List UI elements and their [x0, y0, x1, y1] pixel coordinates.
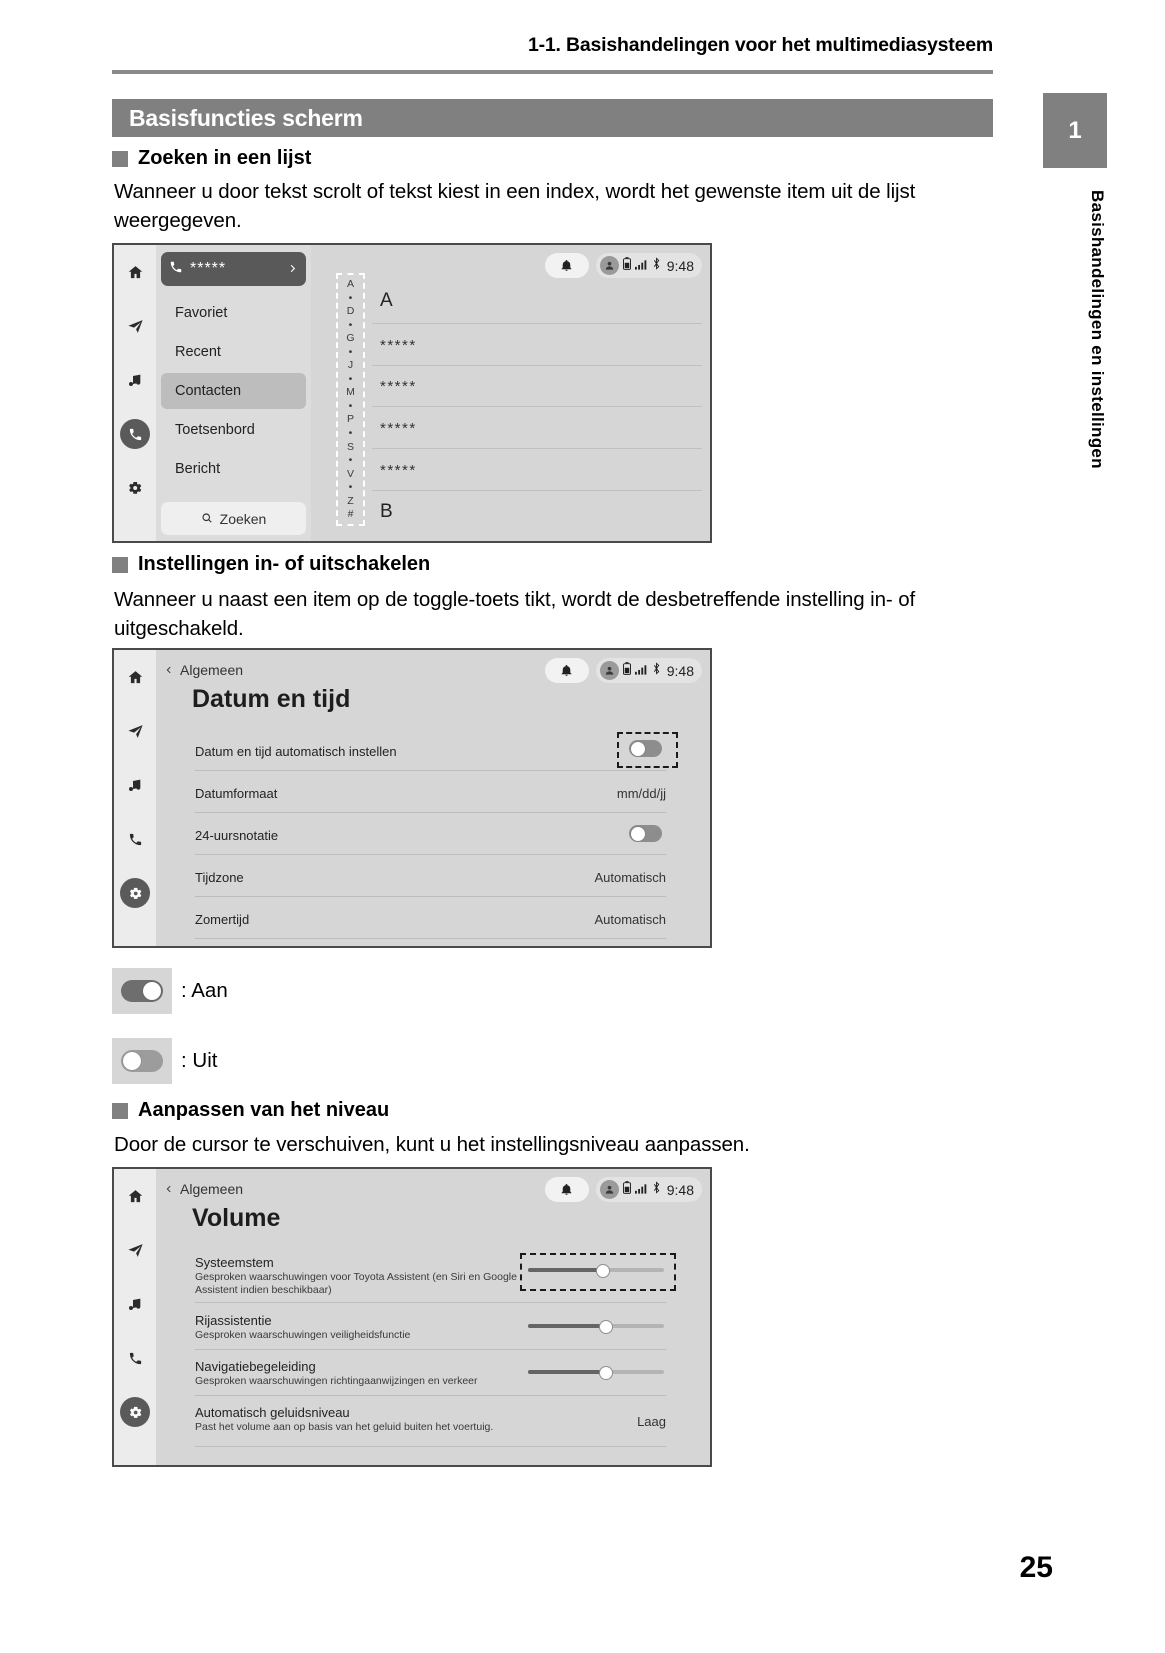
setting-row-sublabel: Gesproken waarschuwingen voor Toyota Assistent (en Siri en Google Assistent indien beschikbaar) — [195, 1271, 517, 1296]
battery-icon — [623, 662, 631, 680]
contact-group-header: B — [380, 501, 393, 522]
side-rail[interactable] — [114, 1169, 156, 1465]
screenshot-volume — [112, 1167, 712, 1467]
phone-icon — [169, 260, 183, 278]
slider-fill — [528, 1268, 603, 1272]
divider — [195, 1302, 666, 1303]
toggle-off-swatch — [112, 1038, 172, 1084]
page-number: 25 — [1019, 1551, 1053, 1584]
legend-on-label: : Aan — [181, 979, 228, 1002]
index-letter[interactable]: M — [346, 386, 355, 399]
index-letter[interactable]: V — [346, 467, 354, 480]
phone-icon[interactable] — [114, 1331, 156, 1385]
setting-row-sublabel: Gesproken waarschuwingen richtingaanwijzingen en verkeer — [195, 1375, 478, 1387]
page-title: Datum en tijd — [192, 685, 351, 713]
index-letter[interactable]: • — [348, 345, 353, 358]
index-letter[interactable]: D — [346, 305, 355, 318]
index-letter[interactable]: A — [346, 278, 354, 290]
notification-bell-button[interactable] — [545, 658, 589, 683]
body-text-1: Wanneer u door tekst scrolt of tekst kiest in een index, wordt het gewenste item uit de lijst weergegeven. — [114, 180, 916, 232]
setting-row-label: Automatisch geluidsniveau — [195, 1405, 350, 1420]
settings-icon[interactable] — [114, 866, 156, 920]
bullet-square-icon — [112, 1103, 128, 1119]
slider-fill — [528, 1370, 606, 1374]
index-letter[interactable]: • — [348, 454, 353, 467]
setting-row-value[interactable]: Laag — [637, 1414, 666, 1429]
divider — [195, 1446, 666, 1447]
signal-icon — [635, 1181, 648, 1199]
screenshot-contacts — [112, 243, 712, 543]
navigation-icon[interactable] — [114, 299, 156, 353]
divider — [195, 854, 666, 855]
subheading-1-label: Zoeken in een lijst — [138, 147, 312, 169]
home-icon[interactable] — [114, 1169, 156, 1223]
subheading-1 — [112, 147, 311, 170]
toggle-on-icon — [121, 980, 163, 1002]
bluetooth-icon — [652, 1181, 661, 1199]
contact-group-header: A — [380, 290, 393, 311]
bullet-square-icon — [112, 151, 128, 167]
running-head: 1-1. Basishandelingen voor het multimediasysteem — [527, 34, 993, 56]
divider — [195, 1349, 666, 1350]
section-banner: Basisfuncties scherm — [112, 99, 993, 137]
back-button[interactable] — [164, 1181, 243, 1197]
contact-row[interactable]: ***** — [380, 378, 417, 395]
status-bar — [545, 658, 702, 683]
divider — [195, 896, 666, 897]
divider — [372, 448, 702, 449]
status-bar — [545, 1177, 702, 1202]
bluetooth-icon — [652, 257, 661, 275]
index-letter[interactable]: S — [346, 440, 354, 453]
setting-row-value[interactable]: Automatisch — [594, 912, 666, 927]
phone-icon[interactable] — [114, 812, 156, 866]
slider-systeemstem[interactable] — [528, 1263, 664, 1277]
screenshot-datetime — [112, 648, 712, 948]
slider-thumb[interactable] — [599, 1320, 613, 1334]
bullet-square-icon — [112, 557, 128, 573]
setting-row-value[interactable]: Automatisch — [594, 870, 666, 885]
index-letter[interactable]: • — [348, 291, 353, 304]
clock: 9:48 — [666, 257, 694, 274]
setting-row-label: Navigatiebegeleiding — [195, 1359, 316, 1374]
chevron-left-icon — [164, 1181, 174, 1197]
list-item[interactable] — [161, 334, 306, 370]
toggle-auto-datetime[interactable] — [629, 740, 662, 757]
status-bar — [545, 253, 702, 278]
subheading-3 — [112, 1099, 389, 1122]
index-letter[interactable]: # — [347, 508, 354, 521]
list-item[interactable] — [161, 412, 306, 448]
side-rail[interactable] — [114, 245, 156, 541]
legend-on — [112, 968, 228, 1014]
back-button[interactable] — [164, 662, 243, 678]
search-icon — [201, 511, 213, 527]
toggle-on-swatch — [112, 968, 172, 1014]
home-icon[interactable] — [114, 245, 156, 299]
subheading-2 — [112, 553, 430, 576]
chevron-left-icon — [164, 662, 174, 678]
index-letter[interactable]: • — [348, 399, 353, 412]
legend-off-label: : Uit — [181, 1049, 218, 1072]
header-rule — [112, 70, 993, 74]
setting-row-sublabel: Past het volume aan op basis van het geluid buiten het voertuig. — [195, 1421, 494, 1433]
divider — [372, 490, 702, 491]
media-icon[interactable] — [114, 353, 156, 407]
setting-row-value[interactable]: mm/dd/jj — [616, 786, 666, 801]
slider-fill — [528, 1324, 606, 1328]
toggle-knob — [143, 982, 161, 1000]
signal-icon — [635, 257, 648, 275]
list-item[interactable] — [161, 295, 306, 331]
setting-row-label: Rijassistentie — [195, 1313, 272, 1328]
setting-row-label: Datumformaat — [195, 786, 278, 801]
setting-row-sublabel: Gesproken waarschuwingen veiligheidsfunctie — [195, 1329, 411, 1341]
toggle-knob — [631, 742, 645, 756]
side-rail[interactable] — [114, 650, 156, 946]
system-status-pill[interactable] — [596, 1177, 702, 1202]
search-button-label: Zoeken — [219, 510, 267, 527]
account-icon — [600, 661, 619, 680]
index-letter[interactable]: • — [348, 372, 353, 385]
settings-icon-active-bubble — [120, 878, 150, 908]
setting-row-label: Systeemstem — [195, 1255, 274, 1270]
clock: 9:48 — [666, 662, 694, 679]
divider — [372, 365, 702, 366]
slider-navigatiebegeleiding[interactable] — [528, 1365, 664, 1379]
system-status-pill[interactable] — [596, 253, 702, 278]
subheading-2-label: Instellingen in- of uitschakelen — [138, 553, 431, 575]
settings-icon[interactable] — [114, 1385, 156, 1439]
setting-row-label: Tijdzone — [195, 870, 244, 885]
setting-row-label: 24-uursnotatie — [195, 828, 279, 843]
body-text-2: Wanneer u naast een item op de toggle-toets tikt, wordt de desbetreffende instelling in- of uitgeschakeld. — [114, 588, 916, 640]
setting-row-label: Datum en tijd automatisch instellen — [195, 744, 397, 759]
list-item[interactable] — [161, 373, 306, 409]
toggle-knob — [631, 827, 645, 841]
system-status-pill[interactable] — [596, 658, 702, 683]
divider — [195, 1395, 666, 1396]
index-letter[interactable]: • — [348, 318, 353, 331]
slider-rijassistentie[interactable] — [528, 1319, 664, 1333]
search-button[interactable] — [161, 502, 306, 535]
index-letter[interactable]: • — [348, 427, 353, 440]
body-text-3: Door de cursor te verschuiven, kunt u het instellingsniveau aanpassen. — [114, 1133, 750, 1156]
page-title: Volume — [192, 1204, 281, 1232]
setting-row-label: Zomertijd — [195, 912, 250, 927]
divider — [372, 323, 702, 324]
index-letter[interactable]: • — [348, 481, 353, 494]
index-letter[interactable]: Z — [347, 494, 354, 507]
list-item-label: Toetsenbord — [175, 422, 255, 438]
divider — [195, 938, 666, 939]
index-letter[interactable]: J — [347, 359, 354, 372]
toggle-off-icon — [121, 1050, 163, 1072]
index-letter[interactable]: G — [346, 332, 355, 345]
clock: 9:48 — [666, 1181, 694, 1198]
back-button-label: Algemeen — [180, 662, 244, 678]
home-icon[interactable] — [114, 650, 156, 704]
subheading-3-label: Aanpassen van het niveau — [138, 1099, 390, 1121]
notification-bell-button[interactable] — [545, 253, 589, 278]
slider-thumb[interactable] — [599, 1366, 613, 1380]
navigation-icon[interactable] — [114, 1223, 156, 1277]
phone-account-header[interactable] — [161, 252, 306, 286]
list-item-label: Favoriet — [175, 305, 228, 321]
divider — [195, 770, 666, 771]
list-item-label: Recent — [175, 344, 221, 360]
settings-icon-active-bubble — [120, 1397, 150, 1427]
notification-bell-button[interactable] — [545, 1177, 589, 1202]
toggle-knob — [123, 1052, 141, 1070]
contact-row[interactable]: ***** — [380, 420, 417, 437]
battery-icon — [623, 257, 631, 275]
back-button-label: Algemeen — [180, 1181, 244, 1197]
contact-row[interactable]: ***** — [380, 462, 417, 479]
settings-icon[interactable] — [114, 461, 156, 515]
divider — [372, 406, 702, 407]
account-icon — [600, 1180, 619, 1199]
toggle-24h[interactable] — [629, 825, 662, 842]
media-icon[interactable] — [114, 1277, 156, 1331]
list-item[interactable] — [161, 451, 306, 487]
phone-icon-active-bubble — [120, 419, 150, 449]
navigation-icon[interactable] — [114, 704, 156, 758]
bluetooth-icon — [652, 662, 661, 680]
alphabet-index-strip[interactable] — [336, 273, 365, 526]
account-icon — [600, 256, 619, 275]
slider-thumb[interactable] — [596, 1264, 610, 1278]
list-item-label: Bericht — [175, 461, 221, 477]
contact-row[interactable]: ***** — [380, 337, 417, 354]
chapter-tab-label: Basishandelingen en instellingen — [1088, 190, 1107, 469]
divider — [195, 812, 666, 813]
chapter-tab-number: 1 — [1043, 93, 1107, 168]
legend-off — [112, 1038, 217, 1084]
media-icon[interactable] — [114, 758, 156, 812]
list-item-label: Contacten — [175, 383, 242, 399]
battery-icon — [623, 1181, 631, 1199]
index-letter[interactable]: P — [346, 413, 354, 426]
phone-icon[interactable] — [114, 407, 156, 461]
chevron-right-icon — [287, 261, 298, 278]
phone-account-name: ***** — [190, 260, 227, 277]
signal-icon — [635, 662, 648, 680]
